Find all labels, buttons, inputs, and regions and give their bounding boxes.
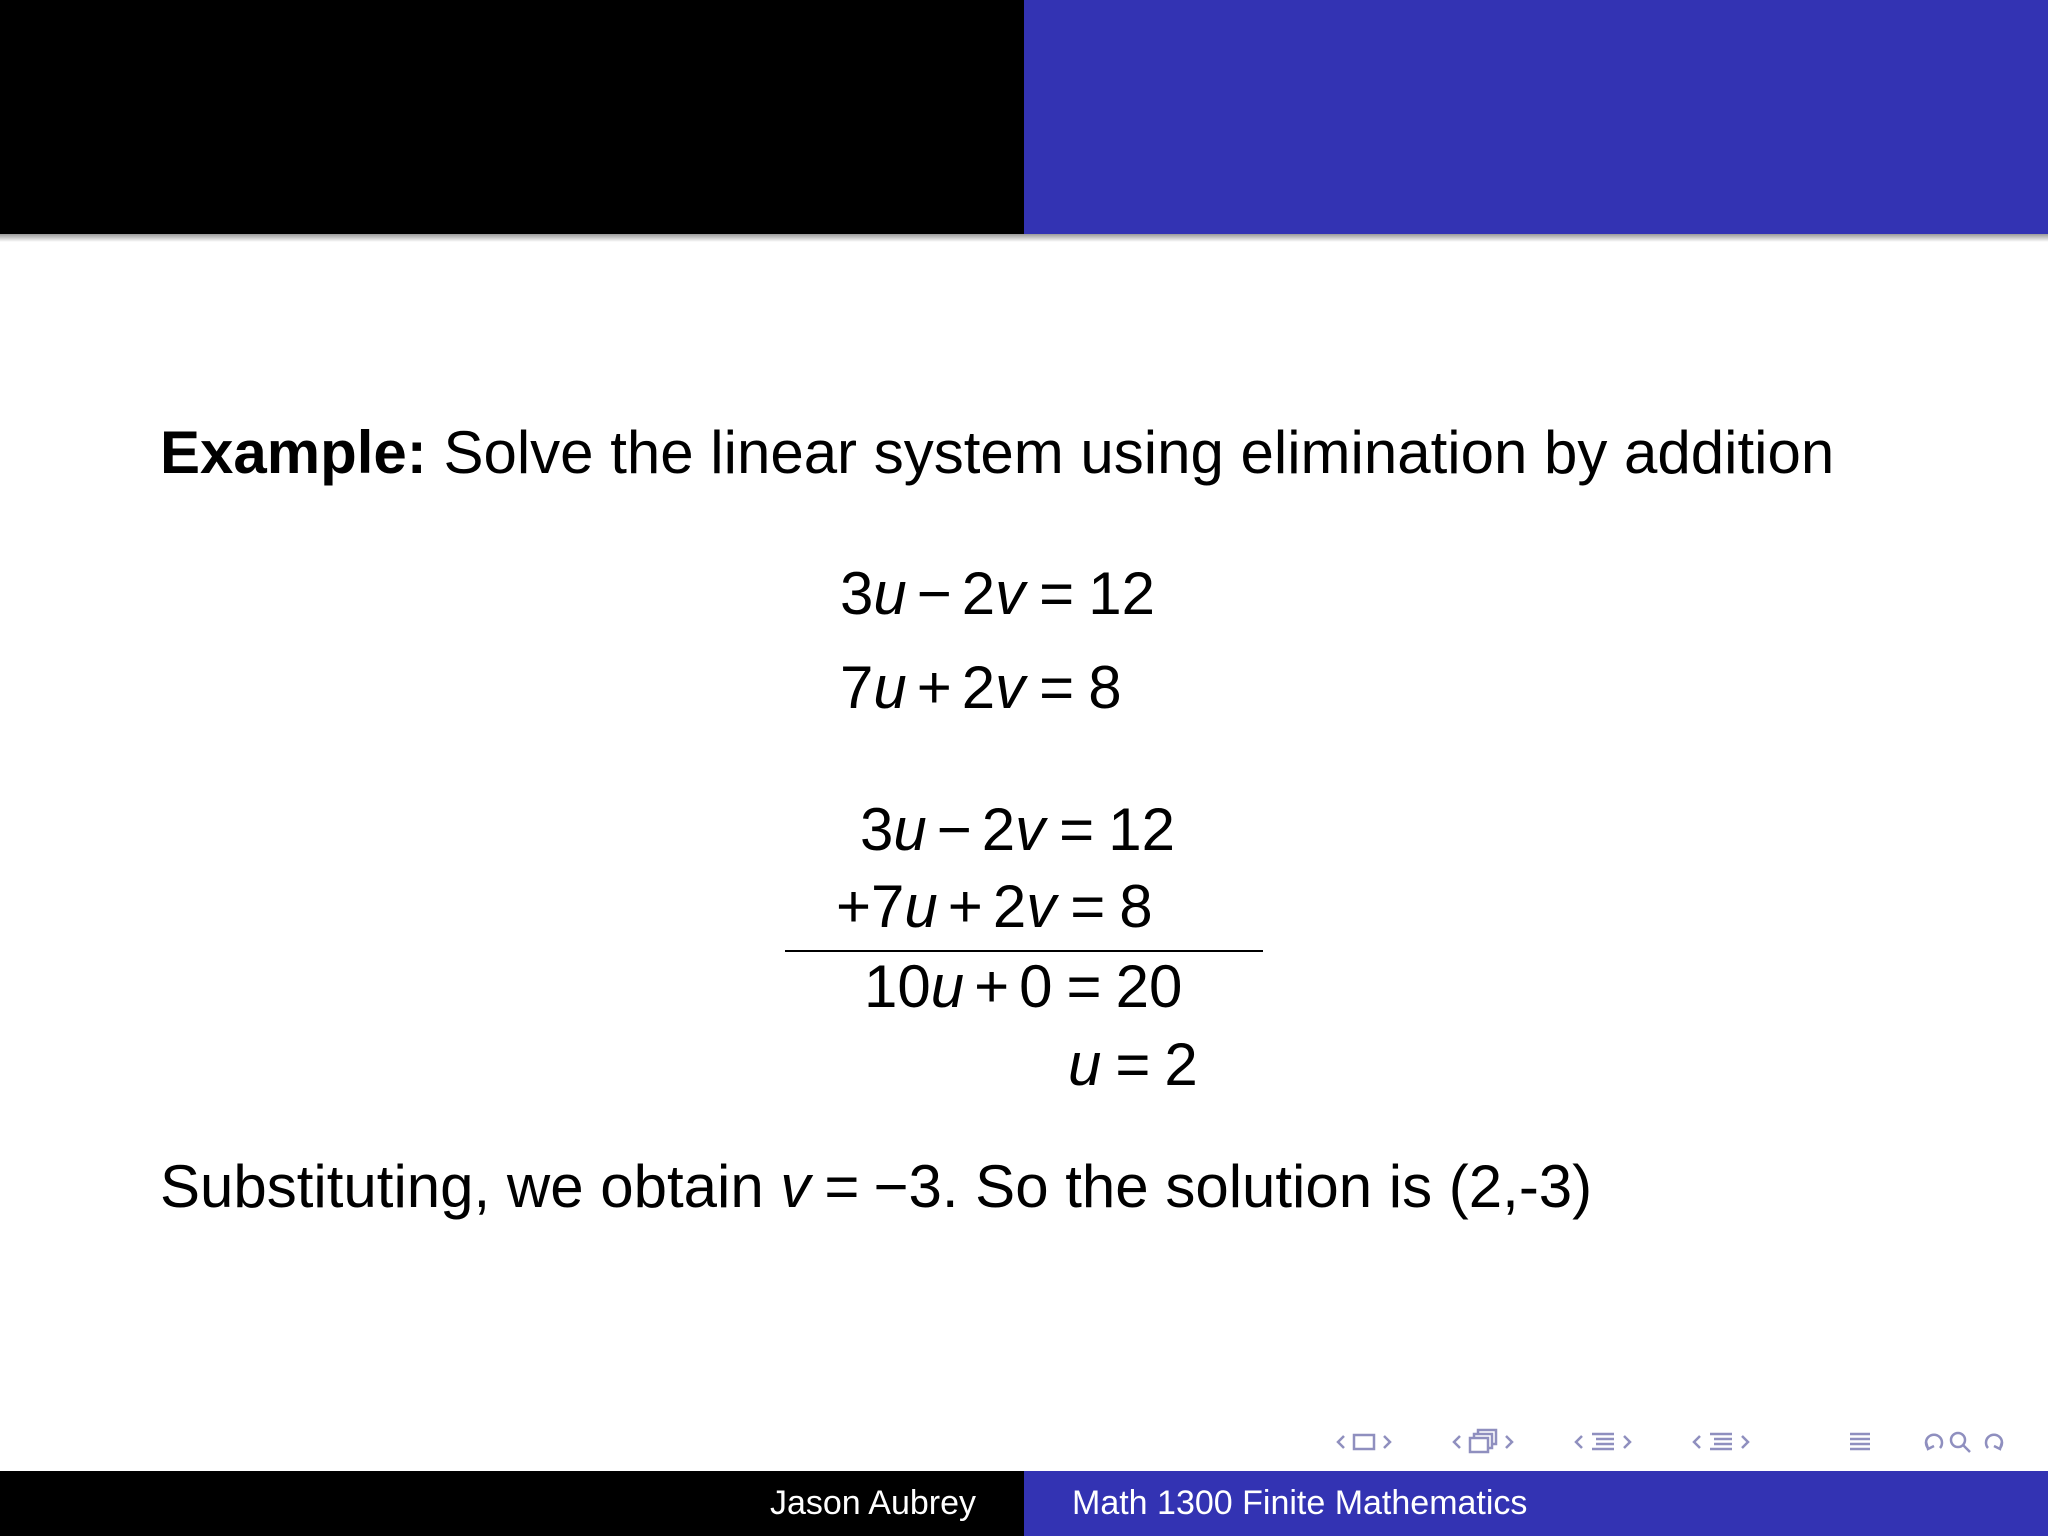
header-right-panel <box>1024 0 2048 234</box>
frame-icon[interactable] <box>1354 1435 1374 1449</box>
addition-rule-line <box>785 950 1263 952</box>
nav-prev-document-icon[interactable] <box>1694 1436 1700 1448</box>
appendix-icon[interactable] <box>1850 1434 1870 1449</box>
nav-prev-frame-icon[interactable] <box>1338 1436 1344 1448</box>
nav-next-section-icon[interactable] <box>1624 1436 1630 1448</box>
header-left-panel <box>0 0 1024 234</box>
addition-sum-row: 10u + 0 = 20 <box>864 953 1183 1020</box>
example-label: Example: <box>160 419 427 486</box>
nav-prev-subsection-icon[interactable] <box>1454 1436 1460 1448</box>
nav-next-frame-icon[interactable] <box>1384 1436 1390 1448</box>
conclusion-text: Substituting, we obtain v = −3. So the solution is (2,-3) <box>160 1153 1593 1220</box>
example-text: Solve the linear system using elimination by addition <box>443 419 1835 486</box>
addition-row-2: +7u + 2v = 8 <box>836 873 1153 940</box>
footer-course-title: Math 1300 Finite Mathematics <box>1072 1484 1528 1522</box>
search-icon[interactable] <box>1951 1433 1970 1452</box>
header-shadow <box>0 234 2048 242</box>
footer-left-panel <box>0 1471 1024 1536</box>
example-statement <box>160 418 1834 487</box>
forward-icon[interactable] <box>1986 1435 2002 1449</box>
slide-header <box>0 0 2048 234</box>
subsection-icon[interactable] <box>1470 1430 1496 1452</box>
system-equation-1: 3u − 2v = 12 <box>840 560 1155 627</box>
nav-prev-section-icon[interactable] <box>1576 1436 1582 1448</box>
system-equation-2: 7u + 2v = 8 <box>840 654 1122 721</box>
beamer-navigation-symbols <box>1330 1424 2030 1460</box>
document-icon[interactable] <box>1710 1434 1732 1449</box>
footer-right-panel <box>1024 1471 2048 1536</box>
nav-next-subsection-icon[interactable] <box>1506 1436 1512 1448</box>
section-icon[interactable] <box>1592 1434 1614 1449</box>
addition-result-row: u = 2 <box>1068 1031 1198 1098</box>
addition-row-1: 3u − 2v = 12 <box>860 796 1175 863</box>
navigation-symbols-svg <box>1330 1424 2030 1460</box>
nav-next-document-icon[interactable] <box>1742 1436 1748 1448</box>
back-icon[interactable] <box>1926 1435 1942 1449</box>
footer-author: Jason Aubrey <box>769 1484 976 1522</box>
